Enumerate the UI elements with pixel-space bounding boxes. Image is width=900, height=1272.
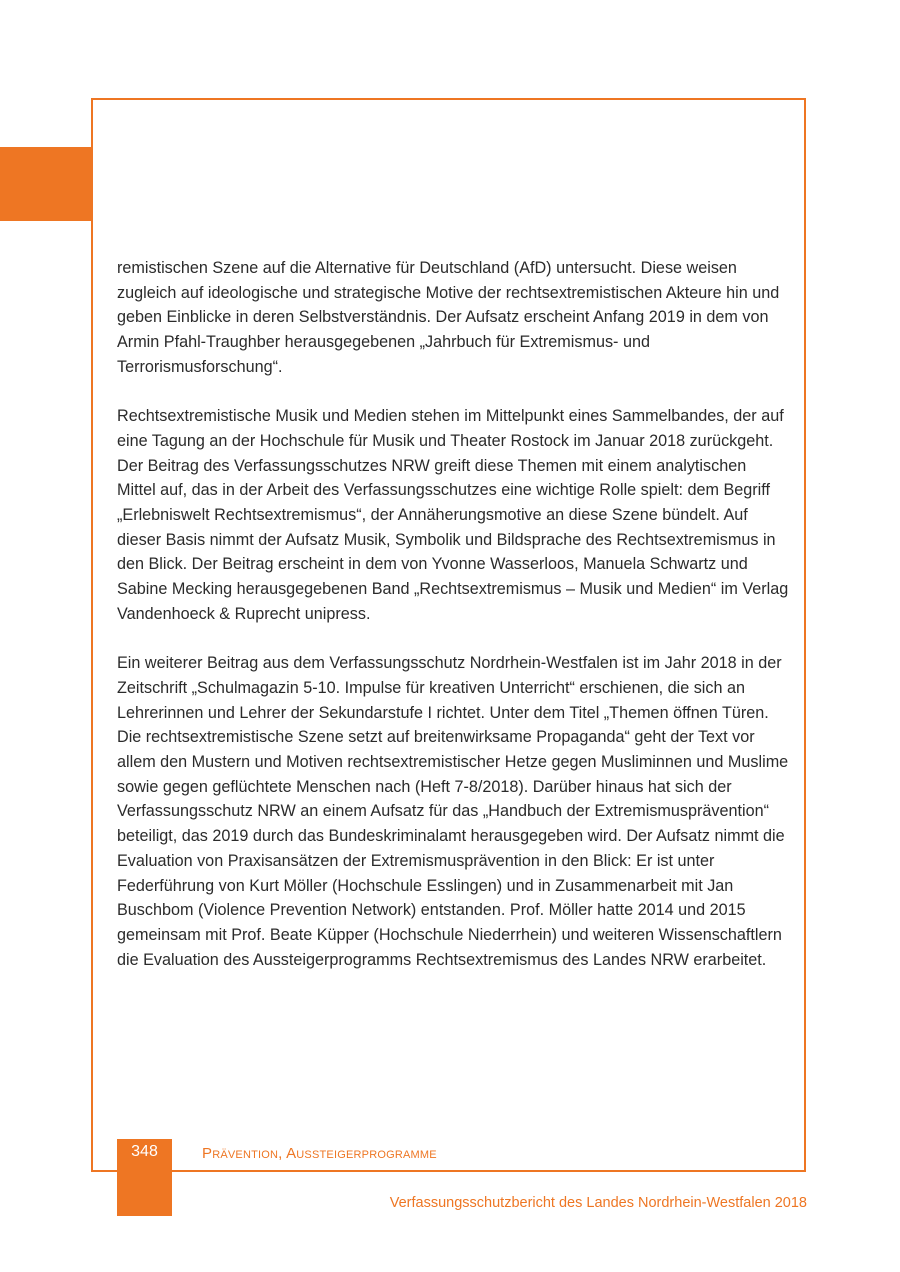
- publication-title: Verfassungsschutzbericht des Landes Nordrhein-Westfalen 2018: [389, 1195, 807, 1211]
- page-number: 348: [131, 1143, 158, 1160]
- section-title: Prävention, Aussteigerprogramme: [202, 1145, 437, 1162]
- paragraph-1: remistischen Szene auf die Alternative für Deutschland (AfD) untersucht. Diese weisen zugleich auf ideologische und strategische Motive der rechtsextremistischen Akteure hin und geben Einblicke in deren Selbstverständnis. Der Aufsatz erscheint Anfang 2019 in dem von Armin Pfahl-Traughber herausgegebenen „Jahrbuch für Extremismus- und Terrorismusforschung“.: [117, 259, 780, 376]
- side-tab-marker: [0, 147, 93, 221]
- body-text: [117, 256, 789, 997]
- paragraph-3: Ein weiterer Beitrag aus dem Verfassungsschutz Nordrhein-Westfalen ist im Jahr 2018 in der Zeitschrift „Schulmagazin 5-10. Impulse für kreativen Unterricht“ erschienen, die sich an Lehrerinnen und Lehrer der Sekundarstufe I richtet. Unter dem Titel „Themen öffnen Türen. Die rechtsextremistische Szene setzt auf breitenwirksame Propaganda“ geht der Text vor allem den Mustern und Motiven rechtsextremistischer Hetze gegen Musliminnen und Muslime sowie gegen geflüchtete Menschen nach (Heft 7-8/2018). Darüber hinaus hat sich der Verfassungsschutz NRW an einem Aufsatz für das „Handbuch der Extremismusprävention“ beteiligt, das 2019 durch das Bundeskriminalamt herausgegeben wird. Der Aufsatz nimmt die Evaluation von Praxisansätzen der Extremismusprävention in den Blick: Er ist unter Federführung von Kurt Möller (Hochschule Esslingen) und in Zusammenarbeit mit Jan Buschbom (Violence Prevention Network) entstanden. Prof. Möller hatte 2014 und 2015 gemeinsam mit Prof. Beate Küpper (Hochschule Niederrhein) und weiteren Wissenschaftlern die Evaluation des Aussteigerprogramms Rechtsextremismus des Landes NRW erarbeitet.: [117, 654, 789, 969]
- paragraph-2: Rechtsextremistische Musik und Medien stehen im Mittelpunkt eines Sammelbandes, der auf eine Tagung an der Hochschule für Musik und Theater Rostock im Januar 2018 zurückgeht. Der Beitrag des Verfassungsschutzes NRW greift diese Themen mit einem analytischen Mittel auf, das in der Arbeit des Verfassungsschutzes eine wichtige Rolle spielt: dem Begriff „Erlebniswelt Rechtsextremismus“, der Annäherungsmotive an diese Szene bündelt. Auf dieser Basis nimmt der Aufsatz Musik, Symbolik und Bildsprache des Rechtsextremismus in den Blick. Der Beitrag erscheint in dem von Yvonne Wasserloos, Manuela Schwartz und Sabine Mecking herausgegebenen Band „Rechtsextremismus – Musik und Medien“ im Verlag Vandenhoeck & Ruprecht unipress.: [117, 407, 789, 623]
